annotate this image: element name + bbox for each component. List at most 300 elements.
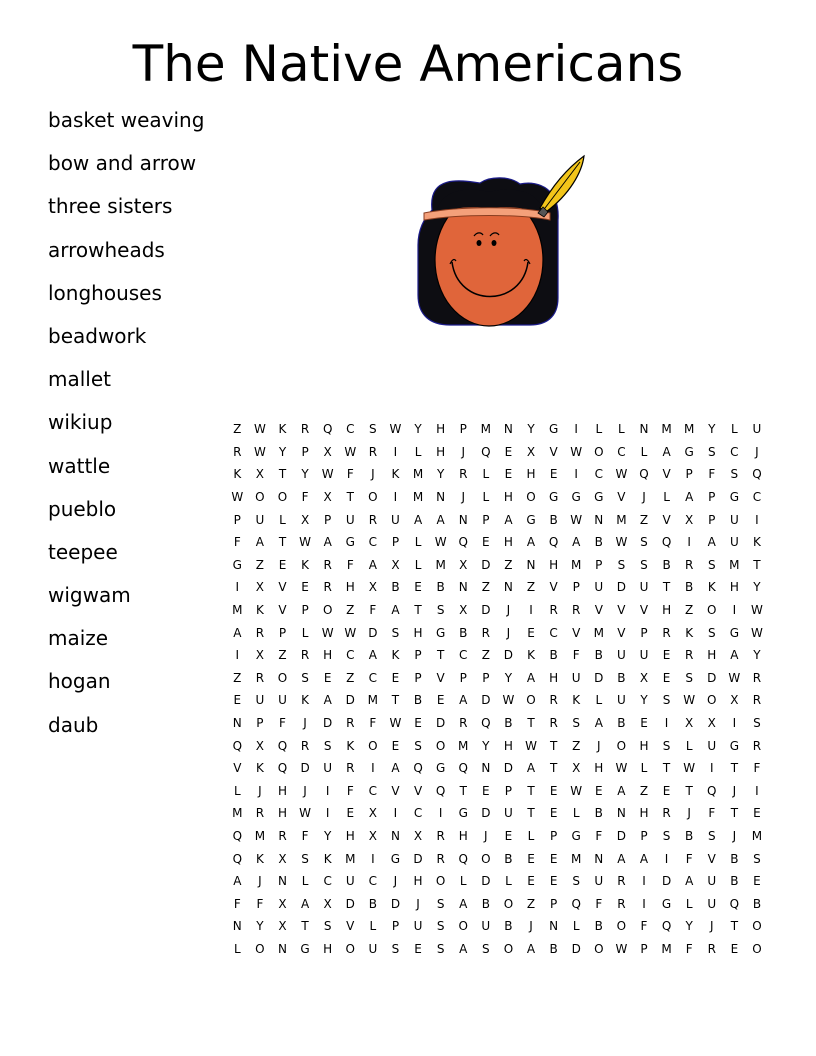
grid-cell: D bbox=[323, 716, 333, 731]
grid-cell: R bbox=[752, 693, 762, 708]
grid-cell: L bbox=[685, 738, 693, 753]
grid-cell: X bbox=[255, 580, 264, 595]
grid-cell: G bbox=[548, 422, 559, 437]
grid-cell: O bbox=[503, 896, 514, 911]
word-list-item: maize bbox=[48, 626, 109, 651]
grid-cell: R bbox=[549, 693, 558, 708]
grid-cell: W bbox=[615, 941, 628, 956]
grid-cell: R bbox=[278, 828, 287, 843]
grid-cell: E bbox=[414, 716, 422, 731]
grid-cell: P bbox=[301, 444, 309, 459]
grid-cell: L bbox=[663, 490, 670, 505]
grid-cell: J bbox=[393, 874, 398, 889]
grid-cell: A bbox=[707, 535, 716, 550]
grid-cell: O bbox=[255, 941, 265, 956]
grid-cell: N bbox=[436, 490, 446, 505]
grid-cell: A bbox=[233, 874, 242, 889]
grid-cell: Q bbox=[458, 535, 468, 550]
grid-cell: I bbox=[664, 716, 669, 731]
grid-cell: L bbox=[414, 557, 422, 572]
grid-cell: V bbox=[413, 783, 423, 798]
grid-cell: X bbox=[255, 738, 264, 753]
grid-cell: X bbox=[300, 512, 310, 527]
grid-cell: S bbox=[707, 625, 716, 640]
grid-cell: V bbox=[572, 625, 581, 640]
grid-cell: K bbox=[255, 761, 264, 776]
word-list-item: wikiup bbox=[48, 410, 113, 435]
grid-cell: W bbox=[253, 422, 266, 437]
grid-cell: J bbox=[303, 716, 307, 731]
grid-cell: S bbox=[640, 535, 648, 550]
grid-cell: U bbox=[255, 512, 265, 527]
grid-cell: S bbox=[685, 670, 693, 685]
word-list-item: wigwam bbox=[48, 583, 131, 608]
grid-cell: S bbox=[707, 557, 716, 572]
grid-cell: Q bbox=[277, 738, 288, 753]
grid-cell: N bbox=[594, 512, 604, 527]
grid-cell: L bbox=[414, 444, 422, 459]
grid-cell: U bbox=[729, 512, 739, 527]
grid-cell: R bbox=[255, 625, 265, 640]
grid-cell: E bbox=[346, 806, 355, 821]
grid-cell: R bbox=[436, 828, 445, 843]
grid-cell: U bbox=[504, 806, 513, 821]
grid-cell: M bbox=[412, 467, 424, 482]
grid-cell: F bbox=[346, 783, 354, 798]
grid-cell: E bbox=[278, 557, 287, 572]
grid-cell: Q bbox=[661, 535, 672, 550]
grid-cell: C bbox=[368, 535, 378, 550]
grid-cell: X bbox=[459, 557, 468, 572]
grid-cell: S bbox=[707, 444, 716, 459]
grid-row bbox=[226, 915, 768, 938]
grid-cell: G bbox=[571, 828, 581, 843]
grid-cell: W bbox=[299, 535, 312, 550]
grid-cell: A bbox=[459, 896, 468, 911]
grid-cell: S bbox=[436, 603, 445, 618]
grid-cell: O bbox=[526, 693, 536, 708]
grid-row bbox=[226, 938, 768, 961]
grid-row bbox=[226, 712, 768, 735]
grid-cell: F bbox=[685, 851, 693, 866]
grid-cell: H bbox=[503, 738, 513, 753]
grid-cell: U bbox=[639, 648, 649, 663]
word-list-item: three sisters bbox=[48, 194, 173, 219]
grid-cell: F bbox=[279, 716, 286, 731]
grid-cell: D bbox=[707, 670, 717, 685]
grid-cell: P bbox=[459, 422, 467, 437]
grid-cell: F bbox=[256, 896, 264, 911]
grid-cell: S bbox=[436, 896, 445, 911]
grid-cell: T bbox=[662, 761, 671, 776]
grid-cell: H bbox=[458, 828, 468, 843]
grid-cell: H bbox=[503, 490, 513, 505]
word-list-item: basket weaving bbox=[48, 108, 205, 132]
grid-cell: O bbox=[616, 738, 627, 753]
grid-cell: A bbox=[685, 874, 694, 889]
grid-cell: T bbox=[662, 580, 671, 595]
grid-cell: K bbox=[572, 693, 581, 708]
grid-cell: Z bbox=[255, 557, 264, 572]
grid-cell: Y bbox=[685, 919, 693, 934]
grid-row bbox=[226, 508, 768, 531]
grid-cell: R bbox=[685, 648, 694, 663]
grid-cell: O bbox=[503, 941, 514, 956]
word-list-item: bow and arrow bbox=[48, 151, 197, 176]
grid-cell: G bbox=[684, 444, 694, 459]
grid-cell: S bbox=[640, 557, 648, 572]
grid-cell: Q bbox=[481, 716, 491, 731]
grid-cell: C bbox=[617, 444, 626, 459]
grid-cell: N bbox=[616, 806, 626, 821]
grid-cell: B bbox=[549, 941, 558, 956]
grid-cell: U bbox=[255, 693, 265, 708]
grid-cell: M bbox=[254, 828, 266, 843]
grid-cell: B bbox=[662, 557, 671, 572]
grid-cell: K bbox=[323, 851, 332, 866]
grid-cell: D bbox=[481, 557, 491, 572]
grid-cell: D bbox=[481, 806, 491, 821]
grid-cell: R bbox=[368, 444, 378, 459]
grid-cell: B bbox=[549, 512, 558, 527]
grid-cell: L bbox=[640, 444, 648, 459]
grid-cell: W bbox=[525, 738, 537, 753]
grid-cell: B bbox=[549, 648, 558, 663]
grid-cell: Y bbox=[278, 444, 287, 459]
grid-cell: Z bbox=[526, 580, 536, 595]
grid-cell: R bbox=[662, 625, 671, 640]
grid-cell: R bbox=[346, 716, 355, 731]
grid-cell: K bbox=[346, 738, 355, 753]
grid-cell: E bbox=[640, 716, 648, 731]
grid-cell: B bbox=[730, 851, 739, 866]
grid-cell: N bbox=[232, 919, 242, 934]
grid-cell: P bbox=[708, 512, 716, 527]
grid-cell: G bbox=[435, 625, 446, 640]
grid-cell: A bbox=[368, 557, 377, 572]
grid-cell: E bbox=[482, 535, 490, 550]
grid-cell: M bbox=[458, 738, 469, 753]
grid-cell: R bbox=[436, 851, 445, 866]
grid-cell: J bbox=[529, 919, 533, 934]
grid-cell: S bbox=[323, 738, 332, 753]
grid-cell: K bbox=[391, 467, 400, 482]
grid-cell: F bbox=[233, 896, 241, 911]
grid-cell: L bbox=[233, 941, 241, 956]
grid-cell: H bbox=[549, 557, 559, 572]
grid-cell: Y bbox=[482, 738, 490, 753]
grid-cell: S bbox=[436, 919, 445, 934]
grid-cell: I bbox=[393, 444, 398, 459]
grid-row bbox=[226, 441, 768, 464]
grid-cell: V bbox=[278, 603, 287, 618]
grid-cell: D bbox=[616, 580, 627, 595]
grid-cell: O bbox=[435, 738, 446, 753]
grid-cell: T bbox=[753, 557, 761, 572]
grid-cell: L bbox=[640, 761, 648, 776]
grid-cell: V bbox=[617, 490, 626, 505]
grid-cell: X bbox=[323, 896, 332, 911]
grid-cell: X bbox=[323, 490, 332, 505]
grid-cell: U bbox=[594, 874, 604, 889]
grid-cell: G bbox=[232, 557, 242, 572]
grid-cell: Y bbox=[256, 919, 264, 934]
grid-cell: H bbox=[436, 422, 446, 437]
grid-cell: L bbox=[595, 693, 603, 708]
grid-cell: C bbox=[323, 874, 332, 889]
grid-cell: K bbox=[685, 625, 694, 640]
grid-cell: I bbox=[664, 851, 669, 866]
grid-cell: Q bbox=[571, 896, 581, 911]
grid-cell: W bbox=[751, 625, 763, 640]
grid-cell: Z bbox=[346, 603, 355, 618]
grid-cell: S bbox=[369, 422, 377, 437]
grid-cell: J bbox=[258, 874, 262, 889]
grid-cell: P bbox=[549, 896, 558, 911]
grid-cell: L bbox=[572, 919, 580, 934]
grid-cell: P bbox=[278, 625, 287, 640]
grid-cell: F bbox=[640, 919, 648, 934]
grid-cell: E bbox=[730, 941, 739, 956]
word-list-item: teepee bbox=[48, 539, 118, 564]
grid-cell: X bbox=[323, 444, 332, 459]
grid-cell: P bbox=[301, 603, 309, 618]
grid-cell: N bbox=[481, 761, 491, 776]
grid-cell: P bbox=[391, 535, 400, 550]
grid-cell: F bbox=[595, 896, 603, 911]
word-list-item: mallet bbox=[48, 367, 111, 392]
grid-cell: F bbox=[369, 716, 377, 731]
grid-row bbox=[226, 870, 768, 893]
grid-row bbox=[226, 892, 768, 915]
grid-cell: X bbox=[526, 444, 536, 459]
grid-cell: F bbox=[708, 467, 716, 482]
grid-cell: P bbox=[414, 648, 422, 663]
grid-cell: T bbox=[527, 783, 535, 798]
grid-cell: W bbox=[751, 603, 763, 618]
grid-row bbox=[226, 734, 768, 757]
grid-cell: F bbox=[346, 557, 354, 572]
grid-cell: L bbox=[527, 828, 535, 843]
grid-cell: F bbox=[369, 603, 377, 618]
grid-cell: N bbox=[526, 557, 536, 572]
grid-cell: R bbox=[368, 512, 378, 527]
grid-cell: D bbox=[503, 761, 514, 776]
grid-cell: X bbox=[639, 670, 649, 685]
grid-cell: E bbox=[504, 828, 513, 843]
grid-row bbox=[226, 689, 768, 712]
grid-cell: G bbox=[435, 761, 446, 776]
word-list-item: arrowheads bbox=[48, 237, 165, 262]
grid-cell: T bbox=[278, 467, 287, 482]
grid-row bbox=[226, 825, 768, 848]
grid-cell: U bbox=[616, 693, 626, 708]
grid-cell: H bbox=[594, 761, 604, 776]
grid-cell: Q bbox=[548, 535, 559, 550]
grid-cell: H bbox=[549, 670, 559, 685]
grid-cell: R bbox=[752, 738, 762, 753]
word-list bbox=[48, 108, 204, 756]
grid-cell: G bbox=[661, 896, 672, 911]
grid-cell: W bbox=[683, 761, 696, 776]
grid-cell: M bbox=[232, 603, 243, 618]
grid-cell: E bbox=[482, 783, 490, 798]
grid-cell: I bbox=[235, 580, 240, 595]
grid-cell: T bbox=[414, 603, 422, 618]
grid-cell: K bbox=[233, 467, 242, 482]
grid-cell: L bbox=[301, 625, 309, 640]
grid-cell: E bbox=[753, 874, 761, 889]
grid-cell: M bbox=[435, 557, 446, 572]
grid-cell: M bbox=[593, 625, 604, 640]
grid-cell: S bbox=[572, 716, 581, 731]
grid-cell: L bbox=[414, 535, 422, 550]
grid-cell: H bbox=[662, 603, 672, 618]
grid-cell: L bbox=[279, 512, 286, 527]
grid-cell: S bbox=[301, 851, 309, 866]
grid-cell: V bbox=[617, 625, 626, 640]
grid-cell: Z bbox=[639, 783, 649, 798]
grid-cell: D bbox=[368, 625, 378, 640]
grid-cell: Q bbox=[232, 738, 243, 753]
grid-cell: G bbox=[729, 625, 740, 640]
grid-cell: B bbox=[459, 625, 468, 640]
grid-cell: I bbox=[755, 783, 759, 798]
grid-cell: T bbox=[527, 716, 535, 731]
grid-cell: U bbox=[345, 512, 355, 527]
grid-cell: P bbox=[233, 512, 241, 527]
grid-cell: X bbox=[572, 761, 581, 776]
grid-cell: J bbox=[732, 828, 737, 843]
feather-icon bbox=[538, 156, 584, 217]
grid-cell: I bbox=[371, 761, 375, 776]
grid-cell: Z bbox=[639, 512, 649, 527]
grid-cell: T bbox=[278, 535, 287, 550]
grid-cell: H bbox=[729, 580, 739, 595]
grid-row bbox=[226, 644, 768, 667]
grid-cell: B bbox=[594, 648, 603, 663]
grid-cell: J bbox=[642, 490, 646, 505]
grid-cell: Q bbox=[639, 467, 649, 482]
grid-cell: D bbox=[481, 693, 491, 708]
grid-cell: C bbox=[459, 648, 468, 663]
grid-cell: J bbox=[258, 783, 262, 798]
grid-cell: Q bbox=[481, 444, 491, 459]
grid-cell: Z bbox=[572, 738, 581, 753]
grid-cell: S bbox=[707, 828, 716, 843]
grid-cell: E bbox=[301, 580, 309, 595]
grid-cell: A bbox=[685, 490, 694, 505]
grid-cell: R bbox=[481, 625, 490, 640]
grid-cell: A bbox=[323, 693, 332, 708]
grid-cell: V bbox=[617, 603, 626, 618]
grid-row bbox=[226, 667, 768, 690]
grid-cell: B bbox=[481, 896, 490, 911]
grid-cell: M bbox=[571, 557, 582, 572]
grid-cell: U bbox=[707, 896, 717, 911]
grid-cell: E bbox=[662, 670, 671, 685]
grid-cell: R bbox=[323, 580, 332, 595]
grid-cell: X bbox=[368, 828, 377, 843]
word-list-item: daub bbox=[48, 712, 99, 737]
grid-cell: Y bbox=[504, 670, 513, 685]
grid-cell: A bbox=[504, 512, 513, 527]
grid-cell: R bbox=[323, 557, 332, 572]
grid-cell: J bbox=[484, 828, 488, 843]
grid-row bbox=[226, 757, 768, 780]
grid-cell: N bbox=[458, 580, 468, 595]
grid-cell: U bbox=[729, 535, 739, 550]
grid-cell: J bbox=[506, 625, 511, 640]
grid-cell: Q bbox=[277, 761, 288, 776]
grid-cell: B bbox=[617, 670, 626, 685]
grid-cell: K bbox=[301, 557, 310, 572]
grid-cell: W bbox=[321, 625, 334, 640]
grid-cell: B bbox=[594, 806, 603, 821]
grid-cell: Y bbox=[708, 422, 716, 437]
grid-cell: C bbox=[549, 625, 558, 640]
grid-cell: E bbox=[527, 851, 535, 866]
grid-cell: J bbox=[732, 783, 737, 798]
grid-cell: K bbox=[278, 422, 287, 437]
grid-cell: X bbox=[707, 716, 716, 731]
grid-cell: P bbox=[482, 512, 490, 527]
grid-cell: X bbox=[368, 580, 377, 595]
grid-cell: A bbox=[572, 535, 581, 550]
grid-cell: D bbox=[481, 603, 491, 618]
grid-cell: V bbox=[436, 670, 445, 685]
grid-cell: V bbox=[662, 512, 671, 527]
grid-cell: W bbox=[389, 716, 402, 731]
grid-cell: T bbox=[730, 919, 739, 934]
grid-cell: E bbox=[527, 625, 535, 640]
grid-cell: W bbox=[570, 512, 583, 527]
grid-cell: R bbox=[549, 603, 558, 618]
grid-cell: B bbox=[594, 919, 603, 934]
grid-cell: Z bbox=[278, 648, 287, 663]
grid-cell: D bbox=[571, 941, 581, 956]
grid-cell: Z bbox=[233, 670, 242, 685]
grid-cell: S bbox=[391, 625, 400, 640]
grid-cell: A bbox=[391, 761, 400, 776]
grid-cell: L bbox=[482, 490, 490, 505]
grid-cell: Q bbox=[232, 828, 243, 843]
grid-cell: W bbox=[570, 783, 583, 798]
grid-cell: V bbox=[278, 580, 287, 595]
grid-cell: X bbox=[368, 806, 377, 821]
grid-cell: D bbox=[390, 896, 401, 911]
grid-cell: W bbox=[502, 693, 515, 708]
grid-cell: H bbox=[323, 648, 333, 663]
grid-cell: T bbox=[730, 806, 739, 821]
grid-cell: I bbox=[393, 806, 398, 821]
grid-cell: A bbox=[255, 535, 264, 550]
grid-row bbox=[226, 576, 768, 599]
grid-cell: I bbox=[642, 874, 646, 889]
grid-cell: W bbox=[321, 467, 334, 482]
grid-cell: P bbox=[708, 490, 716, 505]
grid-cell: Y bbox=[640, 693, 648, 708]
grid-cell: X bbox=[255, 467, 264, 482]
grid-cell: N bbox=[549, 919, 559, 934]
grid-cell: R bbox=[707, 941, 716, 956]
grid-cell: A bbox=[594, 716, 603, 731]
grid-cell: O bbox=[752, 941, 762, 956]
grid-cell: M bbox=[751, 828, 763, 843]
grid-cell: E bbox=[753, 806, 761, 821]
grid-cell: P bbox=[640, 625, 648, 640]
grid-cell: C bbox=[368, 670, 378, 685]
